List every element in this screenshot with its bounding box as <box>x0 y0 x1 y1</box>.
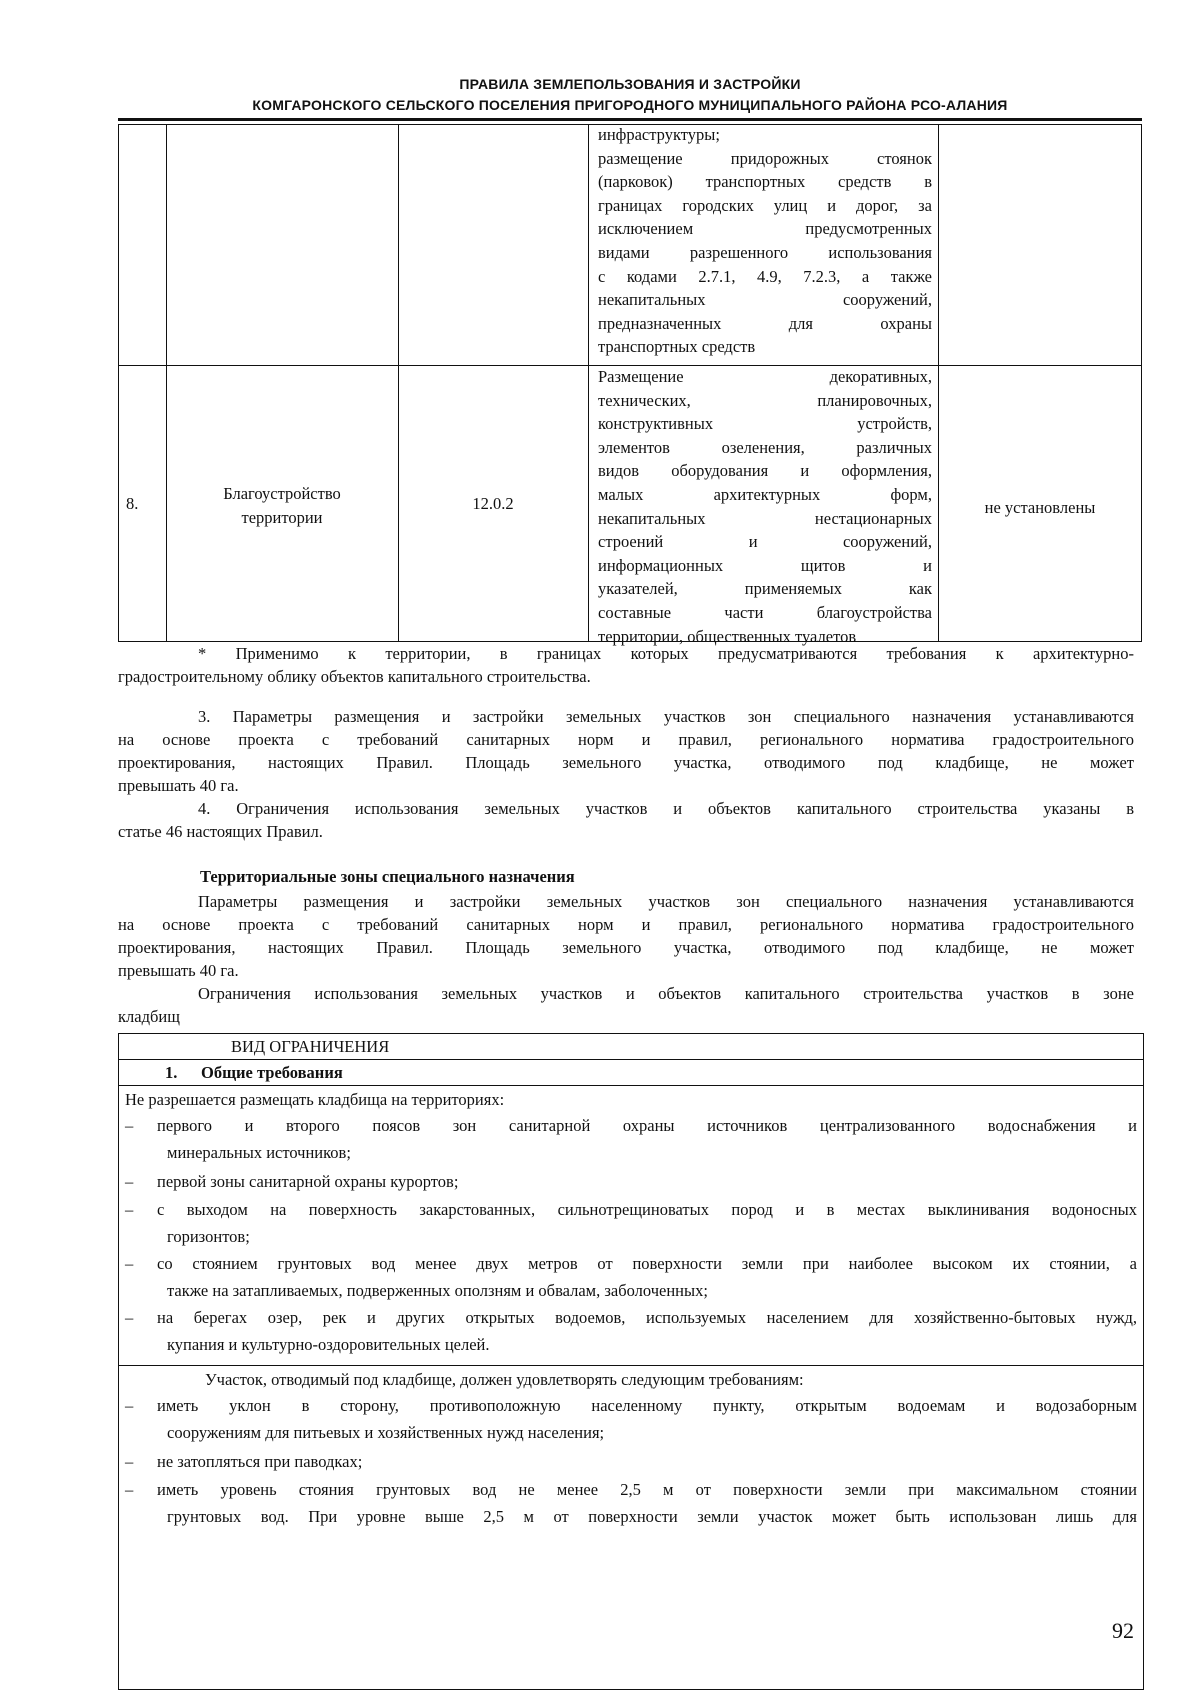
table-col-divider <box>938 125 939 641</box>
table-cell-line: некапитальных нестационарных <box>598 508 932 528</box>
paragraph-line: проектирования, настоящих Правил. Площадь земельного участка, отводимого под кладбище, не может <box>118 753 1134 772</box>
table-cell-line: некапитальных сооружений, <box>598 290 932 310</box>
restrictions-title: ВИД ОГРАНИЧЕНИЯ <box>231 1037 390 1056</box>
paragraph-line: превышать 40 га. <box>118 776 239 795</box>
table-cell-line: (парковок) транспортных средств в <box>598 172 932 192</box>
paragraph-line: 4. Ограничения использования земельных участков и объектов капитального строительства указаны в <box>198 799 1134 818</box>
list-item-text: иметь уклон в сторону, противоположную населенному пункту, открытым водоемам и водозаборным <box>157 1396 1137 1415</box>
table-cell-line: информационных щитов и <box>598 555 932 575</box>
section-paragraph-1 <box>118 890 1134 982</box>
row8-name-line: территории <box>241 507 323 527</box>
list-item <box>119 1168 1137 1195</box>
table-cell-line: составные части благоустройства <box>598 602 932 622</box>
table-cell-line: исключением предусмотренных <box>598 219 932 239</box>
table-cell-line: указателей, применяемых как <box>598 579 932 599</box>
table-cell-line: инфраструктуры; <box>598 125 720 144</box>
list-dash: – <box>125 1480 134 1499</box>
row8-name-line: Благоустройство <box>223 484 341 503</box>
table-cell-line: элементов озеленения, различных <box>598 437 932 457</box>
list-item <box>119 1476 1137 1530</box>
list-item <box>119 1304 1137 1358</box>
table-col-divider <box>166 125 167 641</box>
list-item <box>119 1112 1137 1166</box>
paragraph-line: 3. Параметры размещения и застройки земельных участков зон специального назначения устанавливаются <box>198 707 1134 726</box>
restrictions-intro: Не разрешается размещать кладбища на территориях: <box>125 1090 505 1109</box>
land-use-table <box>118 124 1142 646</box>
list-dash: – <box>125 1116 134 1135</box>
paragraph-line: на основе проекта с требований санитарных норм и правил, регионального норматива градостроительного <box>118 730 1134 749</box>
table-border-right <box>1141 125 1142 641</box>
list-dash: – <box>125 1200 134 1219</box>
paragraph-line: превышать 40 га. <box>118 961 239 980</box>
row8-description <box>598 365 932 648</box>
table-col-divider <box>398 125 399 641</box>
list-dash: – <box>125 1396 134 1415</box>
section-paragraph-2 <box>118 982 1134 1028</box>
list-item-text: с выходом на поверхность закарстованных, сильнотрещиноватых пород и в местах выклинивания водоносных <box>157 1200 1137 1219</box>
header-rule <box>118 118 1142 121</box>
paragraph-line: Параметры размещения и застройки земельных участков зон специального назначения устанавливаются <box>198 892 1134 911</box>
row8-number: 8. <box>126 494 139 513</box>
footnote <box>118 642 1134 688</box>
table-row-divider <box>119 1365 1143 1366</box>
table-row-divider <box>119 1085 1143 1086</box>
section1-title: Общие требования <box>201 1063 343 1082</box>
table-col-divider <box>588 125 589 641</box>
list-dash: – <box>125 1452 134 1471</box>
footnote-line: градостроительному облику объектов капитального строительства. <box>118 667 591 686</box>
list-item-text: не затопляться при паводках; <box>157 1452 363 1471</box>
paragraph-line: статье 46 настоящих Правил. <box>118 822 323 841</box>
page-number: 92 <box>1112 1618 1134 1643</box>
table-cell-line: технических, планировочных, <box>598 390 932 410</box>
restrictions-table <box>118 1033 1144 1690</box>
table-cell-line: строений и сооружений, <box>598 532 932 552</box>
list-item <box>119 1250 1137 1304</box>
paragraph-line: проектирования, настоящих Правил. Площадь земельного участка, отводимого под кладбище, не может <box>118 938 1134 957</box>
paragraph-3 <box>118 705 1134 797</box>
list-item <box>119 1196 1137 1250</box>
list-item-text: иметь уровень стояния грунтовых вод не менее 2,5 м от поверхности земли при максимальном стоянии <box>157 1480 1137 1499</box>
header-subtitle: КОМГАРОНСКОГО СЕЛЬСКОГО ПОСЕЛЕНИЯ ПРИГОРОДНОГО МУНИЦИПАЛЬНОГО РАЙОНА РСО-АЛАНИЯ <box>252 97 1008 113</box>
table-cell-line: Размещение декоративных, <box>598 367 932 386</box>
list-item-text: минеральных источников; <box>167 1143 351 1162</box>
list-item <box>119 1448 1137 1475</box>
table-cell-line: территории, общественных туалетов <box>598 626 857 646</box>
table-cell-line: границах городских улиц и дорог, за <box>598 195 932 215</box>
list-dash: – <box>125 1172 134 1191</box>
header-title: ПРАВИЛА ЗЕМЛЕПОЛЬЗОВАНИЯ И ЗАСТРОЙКИ <box>459 76 801 92</box>
table-cell-line: предназначенных для охраны <box>598 313 932 333</box>
list-item-text: первой зоны санитарной охраны курортов; <box>157 1172 459 1191</box>
paragraph-line: на основе проекта с требований санитарных норм и правил, регионального норматива градостроительного <box>118 915 1134 934</box>
list-item-text: также на затапливаемых, подверженных оползням и обвалам, заболоченных; <box>167 1281 708 1300</box>
table-cell-line: видов оборудования и оформления, <box>598 461 932 481</box>
row7-description <box>598 123 932 359</box>
list-item-text: на берегах озер, рек и других открытых водоемов, используемых населением для хозяйственно-бытовых нужд, <box>157 1308 1137 1327</box>
requirements-intro: Участок, отводимый под кладбище, должен удовлетворять следующим требованиям: <box>205 1370 804 1389</box>
section-heading: Территориальные зоны специального назначения <box>200 867 575 886</box>
list-item-text: сооружениям для питьевых и хозяйственных нужд населения; <box>167 1423 605 1442</box>
row8-name <box>170 482 394 529</box>
row8-params: не установлены <box>984 498 1096 517</box>
footnote-line: * Применимо к территории, в границах которых предусматриваются требования к архитектурно- <box>198 644 1134 663</box>
list-item-text: первого и второго поясов зон санитарной охраны источников централизованного водоснабжения и <box>157 1116 1137 1135</box>
table-cell-line: транспортных средств <box>598 337 756 357</box>
table-cell-line: малых архитектурных форм, <box>598 484 932 504</box>
list-item-text: грунтовых вод. При уровне выше 2,5 м от поверхности земли участок может быть использован лишь для <box>167 1507 1137 1526</box>
list-item-text: со стоянием грунтовых вод менее двух метров от поверхности земли при наиболее высоком их стоянии, а <box>157 1254 1137 1273</box>
list-item-text: горизонтов; <box>167 1227 250 1246</box>
section1-number: 1. <box>165 1063 178 1082</box>
paragraph-4 <box>118 797 1134 843</box>
table-border-left <box>118 125 119 641</box>
table-cell-line: видами разрешенного использования <box>598 242 932 262</box>
table-cell-line: с кодами 2.7.1, 4.9, 7.2.3, а также <box>598 266 932 286</box>
list-item-text: купания и культурно-оздоровительных целей. <box>167 1335 490 1354</box>
list-dash: – <box>125 1254 134 1273</box>
table-row-divider <box>119 1059 1143 1060</box>
row8-code: 12.0.2 <box>472 494 514 513</box>
table-cell-line: размещение придорожных стоянок <box>598 148 932 168</box>
paragraph-line: кладбищ <box>118 1007 180 1026</box>
list-dash: – <box>125 1308 134 1327</box>
table-cell-line: конструктивных устройств, <box>598 414 932 434</box>
paragraph-line: Ограничения использования земельных участков и объектов капитального строительства участков в зоне <box>198 984 1134 1003</box>
list-item <box>119 1392 1137 1446</box>
